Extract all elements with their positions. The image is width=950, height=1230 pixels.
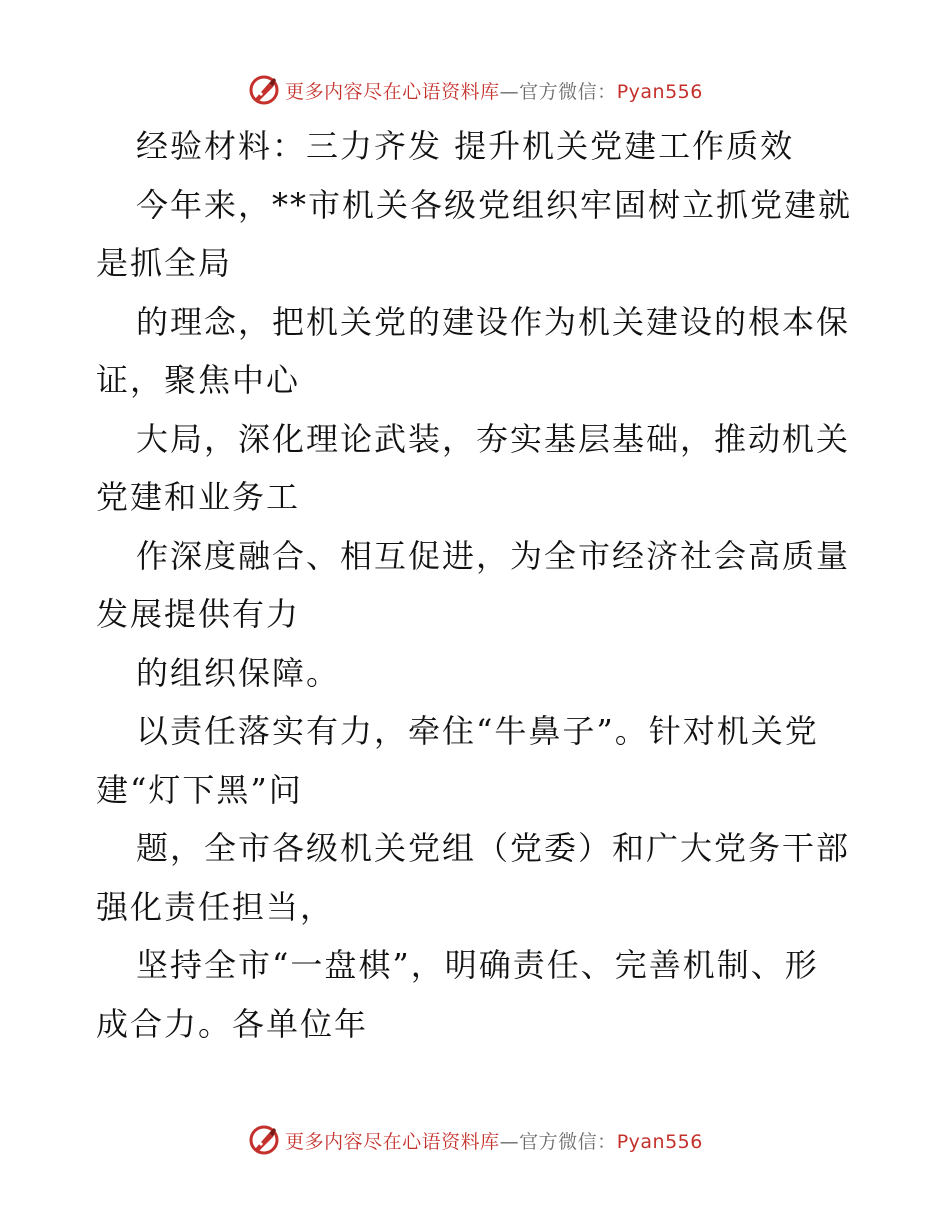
paragraph-line: 成合力。各单位年: [96, 1004, 369, 1043]
banner-wechat-id: Pyan556: [616, 80, 703, 103]
banner-wechat-label: 官方微信：: [519, 1130, 617, 1153]
paragraph-line: 的理念，把机关党的建设作为机关建设的根本保: [136, 302, 851, 341]
paragraph-line: 以责任落实有力，牵住“牛鼻子”。针对机关党: [136, 712, 819, 750]
paragraph-line: 题，全市各级机关党组（党委）和广大党务干部: [136, 829, 851, 867]
banner-separator: —: [499, 80, 520, 103]
banner-main-text: 更多内容尽在心语资料库: [285, 1130, 500, 1153]
paragraph-line: 的组织保障。: [136, 653, 341, 692]
paragraph-line: 作深度融合、相互促进，为全市经济社会高质量: [136, 536, 851, 575]
pen-nib-logo-icon: [247, 73, 281, 107]
banner-text: [285, 77, 703, 104]
paragraph-line: 大局，深化理论武装，夯实基层基础，推动机关: [136, 419, 851, 458]
paragraph-line: 是抓全局: [96, 244, 233, 282]
paragraph-line: 坚持全市“一盘棋”，明确责任、完善机制、形: [136, 946, 819, 984]
header-banner: [0, 70, 950, 110]
document-body: [96, 117, 856, 1053]
paragraph-line: 证，聚焦中心: [96, 361, 301, 399]
paragraph-line: 发展提供有力: [96, 595, 301, 633]
footer-banner: [0, 1120, 950, 1160]
banner-main-text: 更多内容尽在心语资料库: [285, 80, 500, 103]
paragraph-line: 建“灯下黑”问: [96, 770, 303, 809]
banner-wechat-label: 官方微信：: [519, 80, 617, 103]
paragraph-line: 今年来，**市机关各级党组织牢固树立抓党建就: [136, 185, 853, 224]
banner-text: [285, 1127, 703, 1154]
pen-nib-logo-icon: [247, 1123, 281, 1157]
paragraph-line: 强化责任担当，: [96, 887, 335, 926]
paragraph-line: 经验材料：三力齐发 提升机关党建工作质效: [136, 127, 795, 165]
paragraph-line: 党建和业务工: [96, 478, 301, 516]
banner-separator: —: [499, 1130, 520, 1153]
banner-wechat-id: Pyan556: [616, 1130, 703, 1153]
